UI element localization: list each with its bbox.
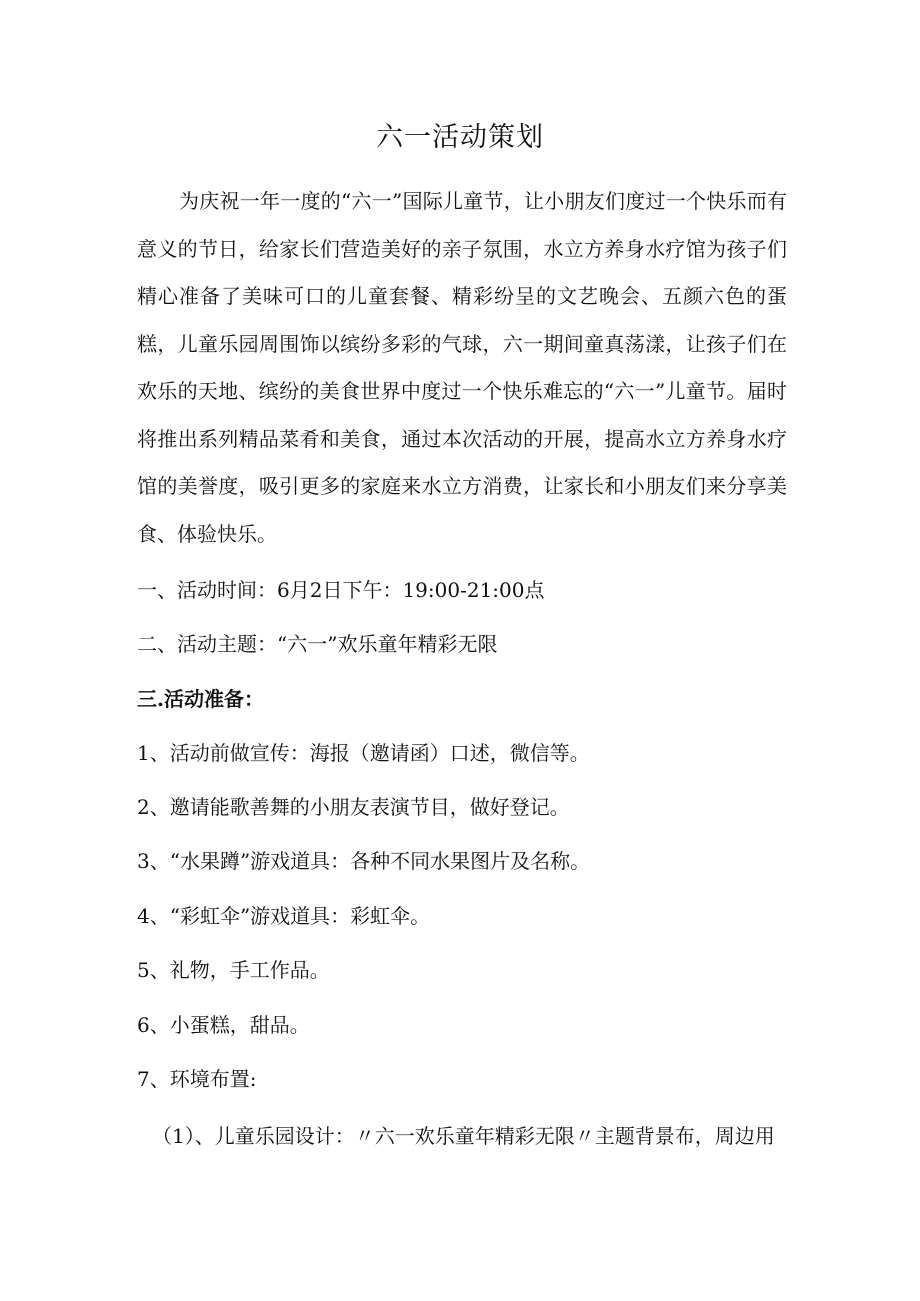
list-item: 2、邀请能歌善舞的小朋友表演节目，做好登记。 [137,795,570,819]
list-item: 5、礼物，手工作品。 [137,958,330,982]
list-item: 1、活动前做宣传：海报（邀请函）口述，微信等。 [137,741,590,765]
document-title: 六一活动策划 [376,122,544,153]
intro-paragraph: 为庆祝一年一度的“六一”国际儿童节，让小朋友们度过一个快乐而有意义的节日，给家长们营造美好的亲子氛围，水立方养身水疗馆为孩子们精心准备了美味可口的儿童套餐、精彩纷呈的文艺晚会、五颜六色的蛋糕，儿童乐园周围饰以缤纷多彩的气球，六一期间童真荡漾，让孩子们在欢乐的天地、缤纷的美食世界中度过一个快乐难忘的“六一”儿童节。届时将推出系列精品菜肴和美食，通过本次活动的开展，提高水立方养身水疗馆的美誉度，吸引更多的家庭来水立方消费，让家长和小朋友们来分享美食、体验快乐。 [137,189,787,546]
sub-list-item: （1）、儿童乐园设计：〃六一欢乐童年精彩无限〃主题背景布，周边用 [152,1124,775,1148]
list-item: 6、小蛋糕，甜品。 [137,1013,310,1037]
list-item: 4、“彩虹伞”游戏道具：彩虹伞。 [137,904,431,928]
list-item: 7、环境布置: [137,1067,257,1091]
list-item: 3、“水果蹲”游戏道具：各种不同水果图片及名称。 [137,849,591,873]
activity-time: 一、活动时间：6月2日下午：19:00-21:00点 [137,578,545,602]
preparation-heading: 三.活动准备： [137,687,264,711]
activity-theme: 二、活动主题：“六一”欢乐童年精彩无限 [137,632,498,656]
